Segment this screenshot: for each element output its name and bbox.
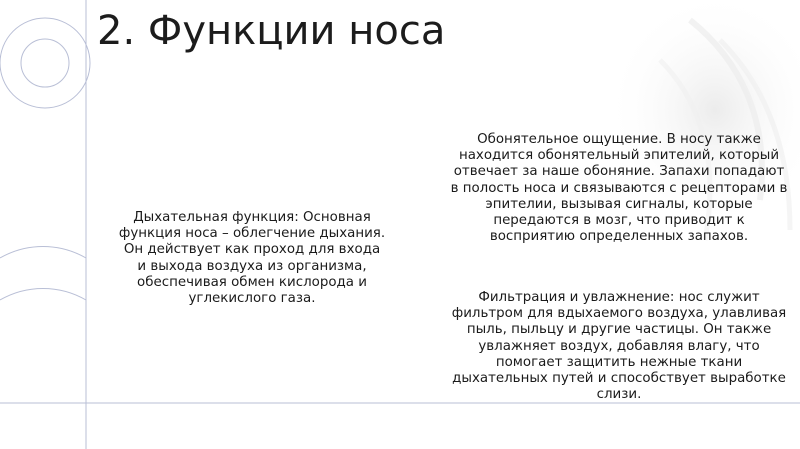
smell-function-text: Обонятельное ощущение. В носу также находится обонятельный эпителий, который отвечает за наше обоняние. Запахи попадают в полость носа и связываются с рецепторами в эпителии, вызывая сигналы, которые передаются в мозг, что приводит к восприятию определенных запахов. xyxy=(450,132,788,245)
breathing-function-text: Дыхательная функция: Основная функция носа – облегчение дыхания. Он действует как проход для входа и выхода воздуха из организма, обеспечивая обмен кислорода и углекислого газа. xyxy=(118,210,386,307)
slide-title: 2. Функции носа xyxy=(97,8,446,54)
filtration-function-text: Фильтрация и увлажнение: нос служит фильтром для вдыхаемого воздуха, улавливая пыль, пыльцу и другие частицы. Он также увлажняет воздух, добавляя влагу, что помогает защитить нежные ткани дыхательных путей и способствует выработке слизи. xyxy=(451,290,787,403)
